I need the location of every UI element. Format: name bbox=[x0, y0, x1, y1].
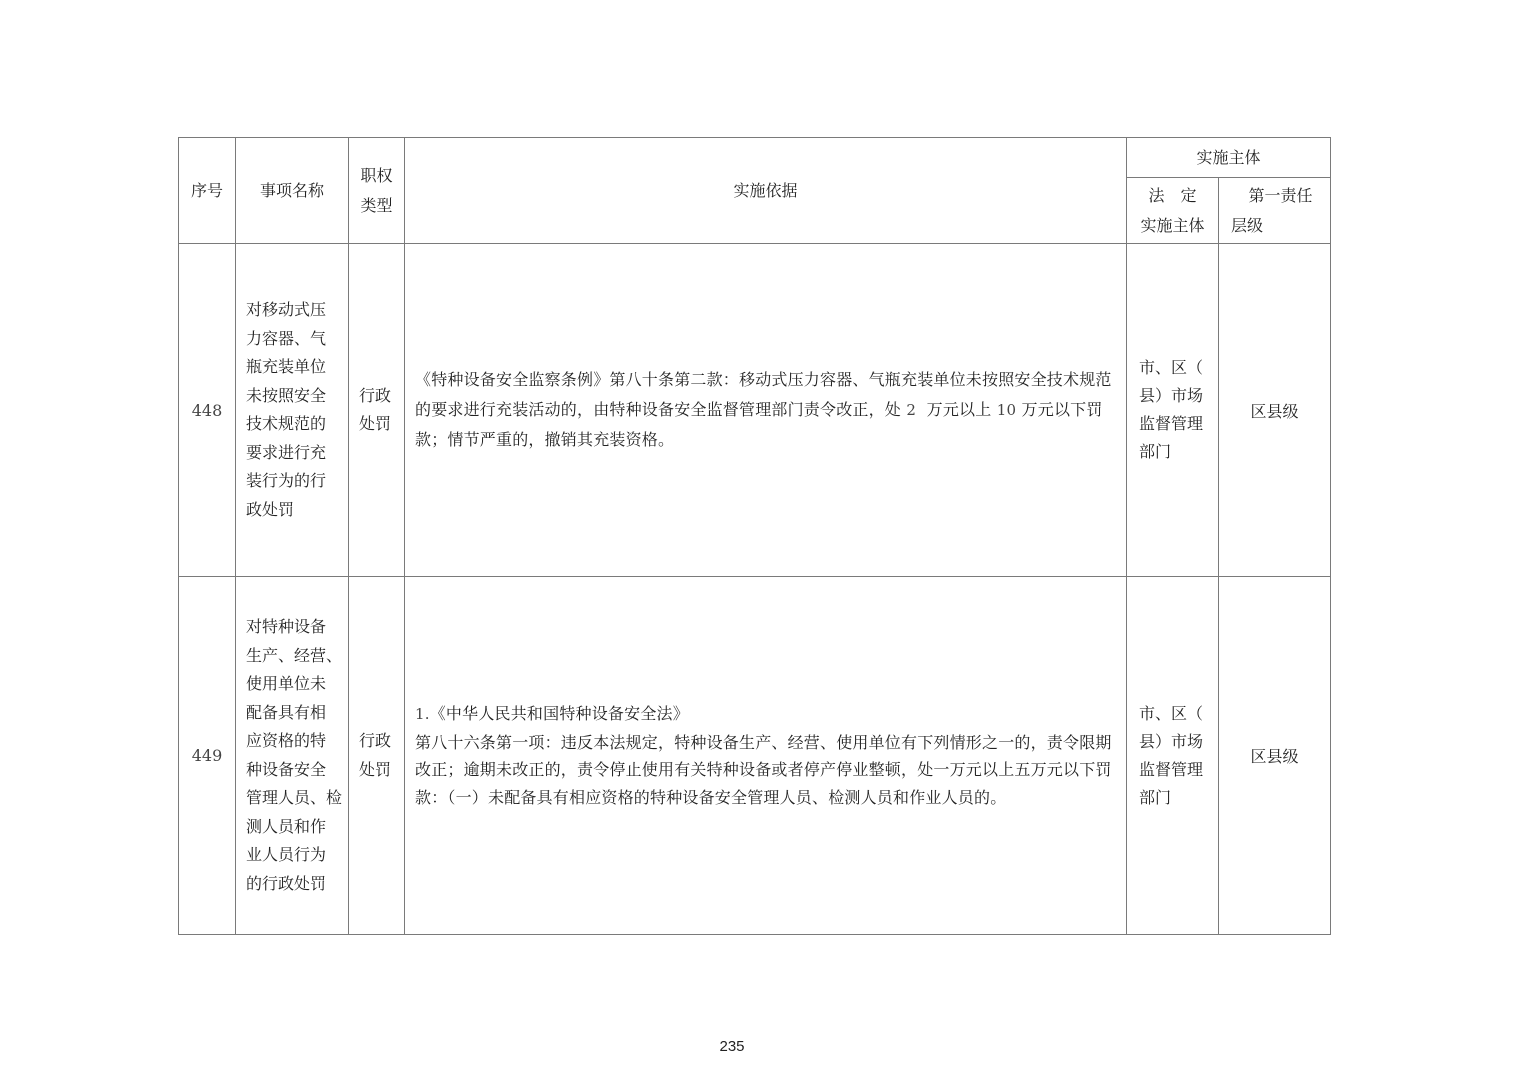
basis-text: 《特种设备安全监察条例》第八十条第二款：移动式压力容器、气瓶充装单位未按照安全技术规范的要求进行充装活动的，由特种设备安全监督管理部门责令改正，处 bbox=[415, 370, 1112, 419]
item-name-line: 使用单位未 bbox=[246, 674, 327, 693]
row-number: 449 bbox=[179, 577, 236, 935]
header-authority-type-line2: 类型 bbox=[360, 195, 393, 215]
item-name-line: 政处罚 bbox=[246, 499, 295, 519]
authority-type bbox=[349, 244, 405, 577]
legal-subject-line: 县）市场 bbox=[1139, 731, 1204, 751]
responsibility-level: 区县级 bbox=[1219, 244, 1331, 577]
item-name-line: 技术规范的 bbox=[246, 414, 327, 433]
header-level-line1: 第一责任 bbox=[1248, 185, 1313, 205]
item-name-line: 种设备安全 bbox=[246, 759, 327, 779]
page-number: 235 bbox=[719, 1038, 745, 1055]
item-name-line: 应资格的特 bbox=[246, 731, 327, 750]
header-legal-subject-line1: 法 定 bbox=[1148, 185, 1197, 205]
item-name bbox=[236, 577, 349, 935]
authority-type bbox=[349, 577, 405, 935]
responsibility-level: 区县级 bbox=[1219, 577, 1331, 935]
header-authority-type bbox=[349, 138, 405, 244]
legal-basis bbox=[405, 577, 1127, 935]
legal-subject-line: 部门 bbox=[1139, 787, 1172, 807]
authority-type-line: 行政 bbox=[359, 385, 392, 405]
header-no: 序号 bbox=[179, 138, 236, 244]
authority-type-line: 处罚 bbox=[359, 759, 392, 779]
basis-amount-max: 10 bbox=[996, 400, 1017, 419]
item-name-line: 对特种设备 bbox=[246, 617, 327, 636]
header-responsibility-level bbox=[1219, 178, 1331, 244]
item-name-line: 要求进行充 bbox=[246, 442, 327, 462]
basis-amount-min: 2 bbox=[906, 400, 917, 419]
item-name-line: 力容器、气 bbox=[246, 328, 327, 348]
item-name-line: 配备具有相 bbox=[246, 702, 327, 722]
basis-text: 万元以上 bbox=[926, 399, 992, 419]
item-name-line: 的行政处罚 bbox=[246, 873, 327, 893]
legal-subject bbox=[1127, 577, 1219, 935]
item-name-line: 生产、经营、 bbox=[246, 645, 343, 665]
legal-subject-line: 市、区（ bbox=[1139, 358, 1204, 377]
table-row bbox=[179, 577, 1331, 935]
basis-text: 第八十六条第一项：违反本法规定，特种设备生产、经营、使用单位有下列情形之一的，责令限期改正；逾期未改正的，责令停止使用有关特种设备或者停产停业整顿，处一万元以上五万元以下罚款：（一）未配备具有相应资格的特种设备安全管理人员、检测人员和作业人员的。 bbox=[415, 732, 1112, 807]
header-level-line2: 层级 bbox=[1231, 215, 1264, 235]
item-name-line: 瓶充装单位 bbox=[246, 357, 327, 376]
legal-subject-line: 县）市场 bbox=[1139, 386, 1204, 405]
item-name-line: 对移动式压 bbox=[246, 300, 327, 319]
legal-subject-line: 监督管理 bbox=[1139, 414, 1204, 433]
authority-type-line: 行政 bbox=[359, 731, 392, 750]
item-name bbox=[236, 244, 349, 577]
regulation-table bbox=[178, 137, 1331, 935]
authority-type-line: 处罚 bbox=[359, 414, 392, 433]
legal-subject bbox=[1127, 244, 1219, 577]
item-name-line: 未按照安全 bbox=[246, 385, 327, 405]
header-legal-subject-line2: 实施主体 bbox=[1140, 215, 1205, 235]
legal-subject-line: 监督管理 bbox=[1139, 759, 1204, 779]
legal-subject-line: 市、区（ bbox=[1139, 703, 1204, 723]
table-row bbox=[179, 244, 1331, 577]
header-item-name: 事项名称 bbox=[236, 138, 349, 244]
header-basis: 实施依据 bbox=[405, 138, 1127, 244]
header-legal-subject bbox=[1127, 178, 1219, 244]
basis-heading bbox=[415, 700, 1116, 729]
basis-text: 万元以下罚款；情节严重的，撤销其充装资格。 bbox=[415, 399, 1103, 450]
basis-law-title: 《中华人民共和国特种设备安全法》 bbox=[429, 704, 689, 723]
row-number: 448 bbox=[179, 244, 236, 577]
item-name-line: 测人员和作 bbox=[246, 816, 327, 836]
item-name-line: 管理人员、检 bbox=[246, 788, 343, 807]
legal-subject-line: 部门 bbox=[1139, 442, 1172, 461]
basis-index: 1. bbox=[415, 705, 430, 723]
header-implementing-subject: 实施主体 bbox=[1127, 138, 1331, 178]
item-name-line: 业人员行为 bbox=[246, 845, 327, 864]
item-name-line: 装行为的行 bbox=[246, 471, 327, 490]
header-authority-type-line1: 职权 bbox=[360, 165, 393, 185]
legal-basis bbox=[405, 244, 1127, 577]
